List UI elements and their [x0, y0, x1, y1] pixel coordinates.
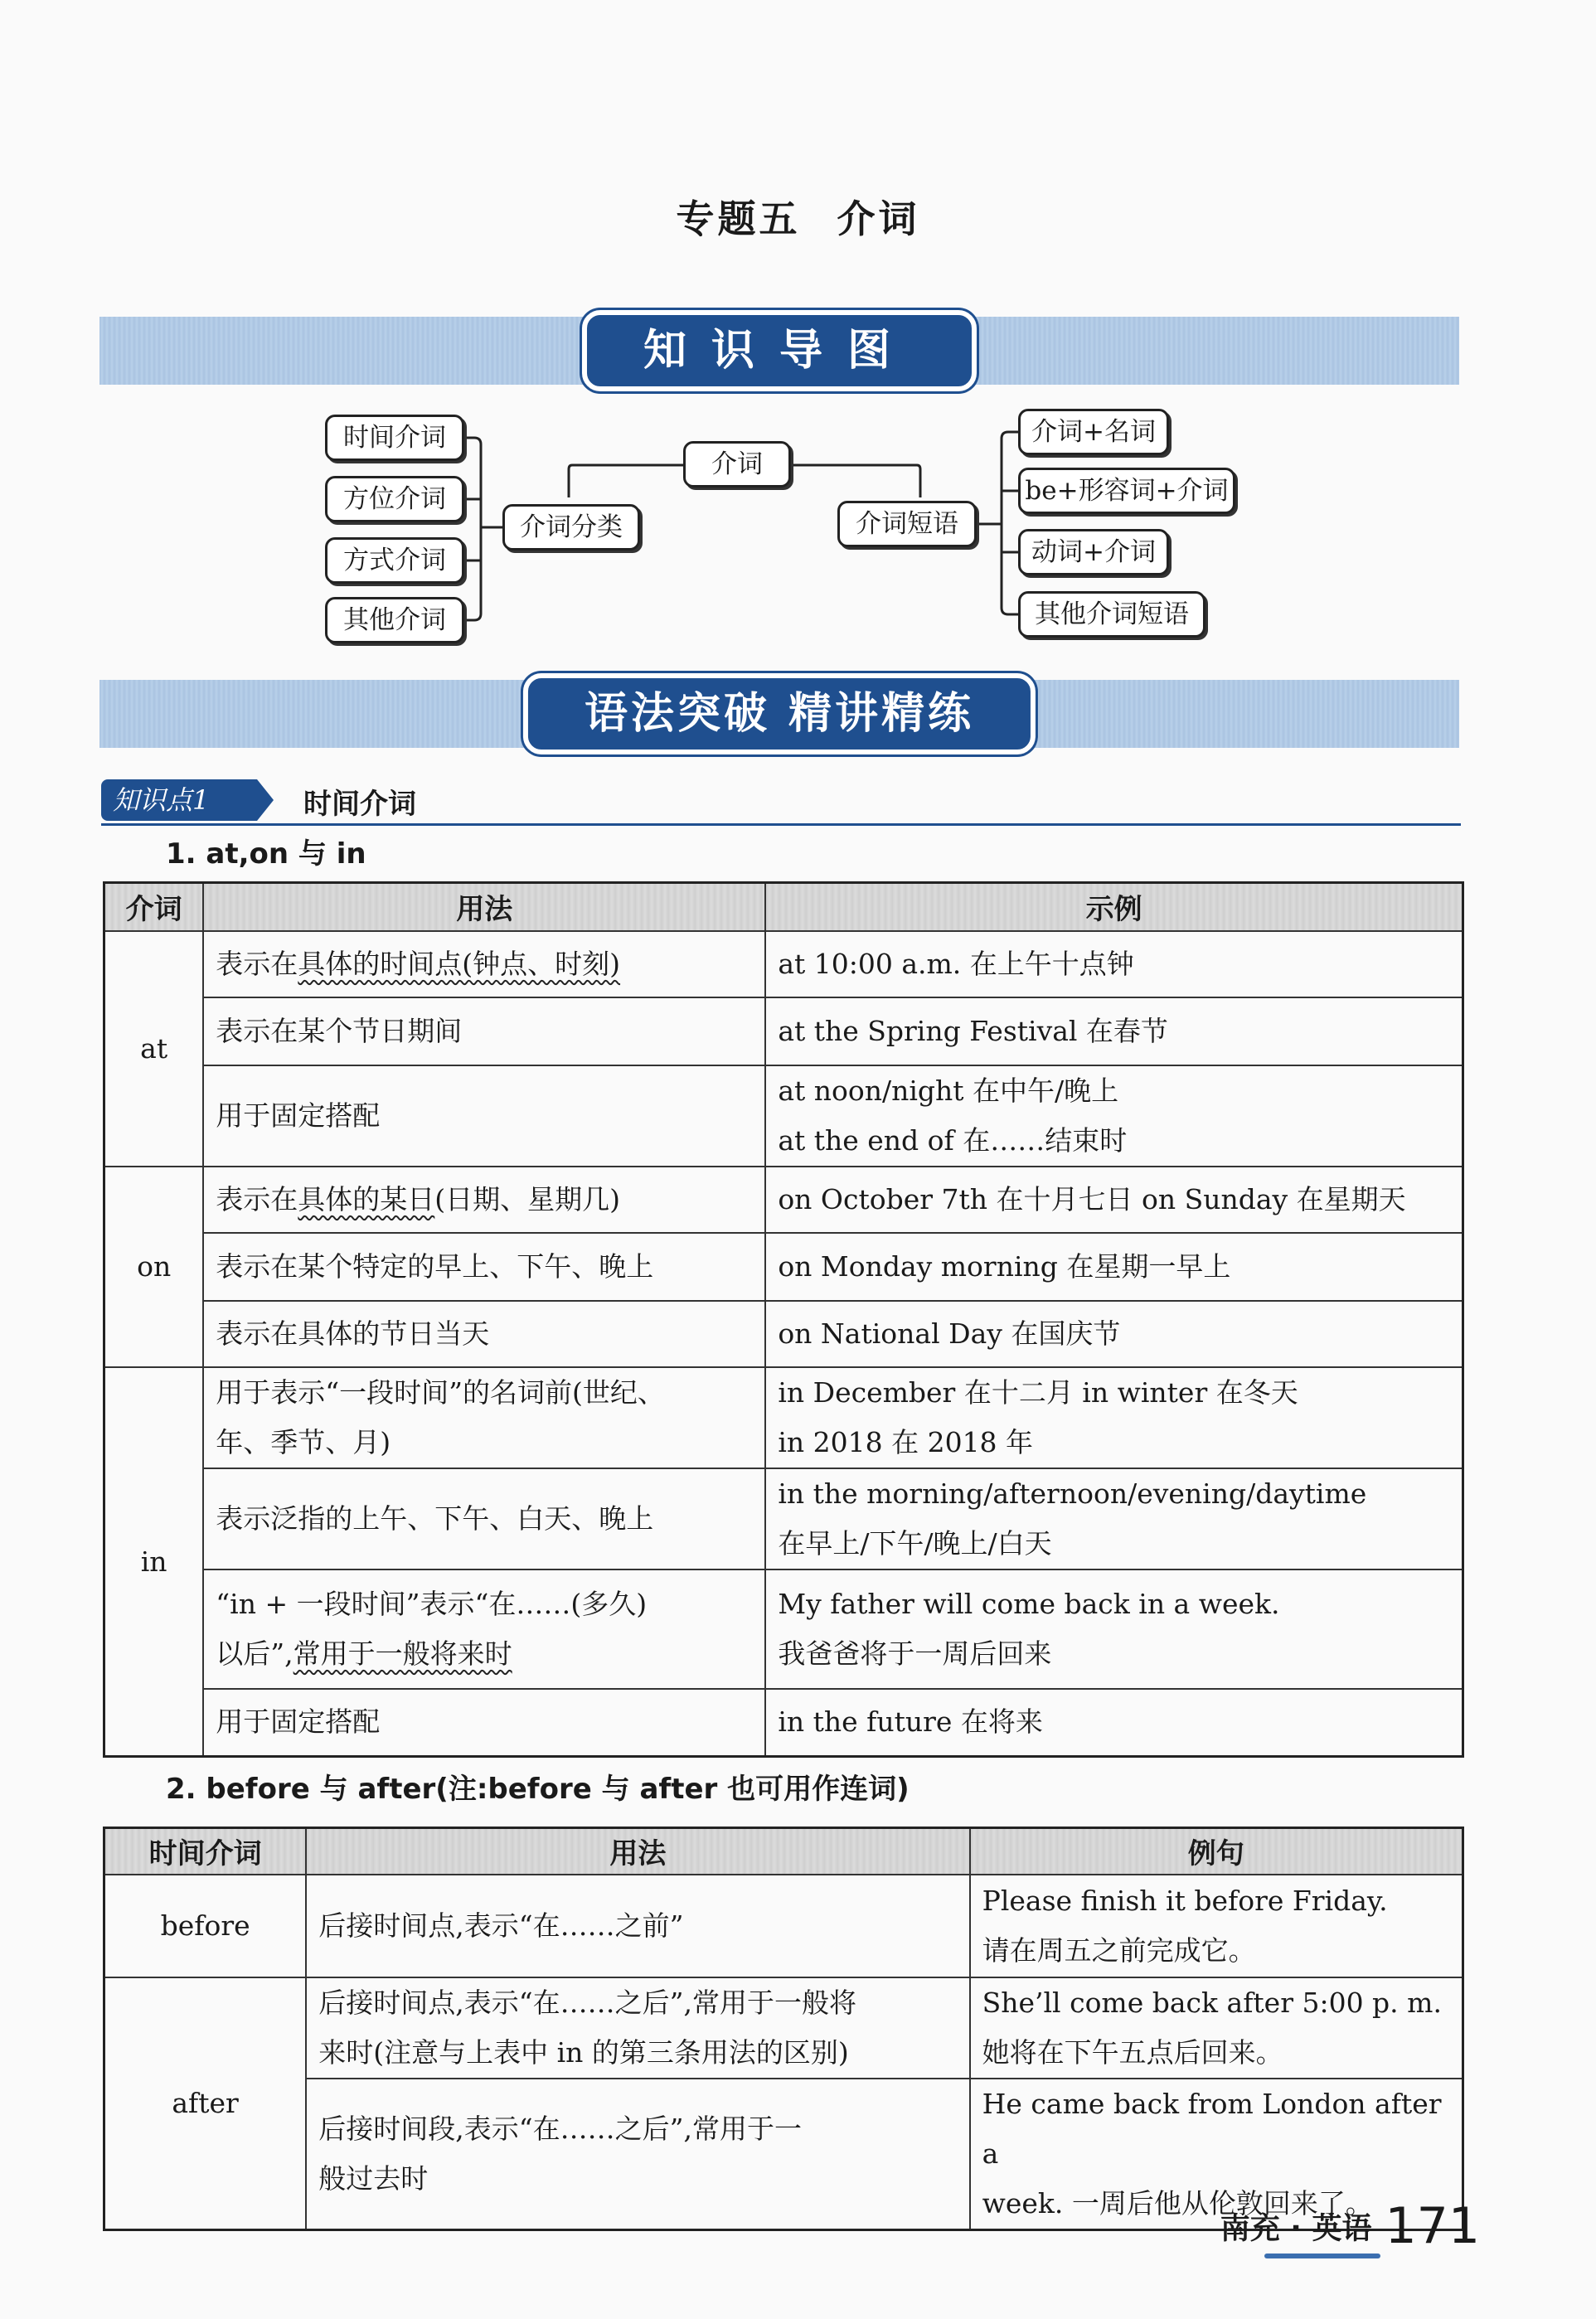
title-topic-number: 专题五 — [676, 196, 801, 241]
column-header: 示例 — [765, 883, 1463, 931]
table-header-row — [104, 883, 1463, 931]
section-banner-grammar — [99, 680, 1459, 748]
column-header: 介词 — [104, 883, 204, 931]
usage-cell: 表示在某个节日期间 — [203, 997, 765, 1065]
usage-cell: 后接时间点,表示“在……之后”,常用于一般将 来时(注意与上表中 in 的第三条用法的区别) — [306, 1977, 969, 2079]
subheading-at-on-in: 1. at,on 与 in — [166, 837, 366, 871]
example-cell: My father will come back in a week. 我爸爸将于一周后回来 — [765, 1569, 1463, 1689]
usage-cell: 表示在具体的节日当天 — [203, 1301, 765, 1367]
example-cell: He came back from London after a week. 一周后他从伦敦回来了。 — [970, 2079, 1463, 2230]
example-cell: in the morning/afternoon/evening/daytime 在早上/下午/晚上/白天 — [765, 1468, 1463, 1569]
mind-map-item: be+形容词+介词 — [1018, 468, 1235, 514]
example-cell: Please finish it before Friday. 请在周五之前完成它。 — [970, 1875, 1463, 1977]
example-cell: in December 在十二月 in winter 在冬天 in 2018 在 2018 年 — [765, 1367, 1463, 1468]
page-footer — [1220, 2197, 1480, 2255]
table-row — [104, 1875, 1463, 1977]
section-title: 语法突破 精讲精练 — [523, 673, 1036, 754]
mind-map-branch-classification: 介词分类 — [502, 504, 640, 551]
table-row — [104, 1065, 1463, 1167]
table-row — [104, 1977, 1463, 2079]
table-row — [104, 1468, 1463, 1569]
page-number: 171 — [1385, 2197, 1480, 2255]
preposition-cell: before — [104, 1875, 307, 1977]
knowledge-point-title: 时间介词 — [303, 788, 416, 821]
table-row — [104, 931, 1463, 997]
title-topic-name: 介词 — [837, 196, 920, 241]
table-row — [104, 1233, 1463, 1301]
mind-map-item: 方位介词 — [325, 476, 464, 522]
mind-map-item: 其他介词 — [325, 597, 464, 643]
example-cell: at noon/night 在中午/晚上 at the end of 在……结束时 — [765, 1065, 1463, 1167]
table-row — [104, 1367, 1463, 1468]
usage-cell: 表示在某个特定的早上、下午、晚上 — [203, 1233, 765, 1301]
mind-map-connectors — [0, 0, 1596, 663]
usage-cell: 用于表示“一段时间”的名词前(世纪、 年、季节、月) — [203, 1367, 765, 1468]
usage-cell: 表示在具体的时间点(钟点、时刻) — [203, 931, 765, 997]
example-cell: on October 7th 在十月七日 on Sunday 在星期天 — [765, 1167, 1463, 1233]
table-row — [104, 1569, 1463, 1689]
usage-cell: 用于固定搭配 — [203, 1065, 765, 1167]
knowledge-point-badge: 知识点1 — [101, 779, 257, 821]
column-header: 用法 — [306, 1828, 969, 1875]
preposition-cell: in — [104, 1367, 204, 1757]
usage-cell: 表示在具体的某日(日期、星期几) — [203, 1167, 765, 1233]
mind-map-branch-phrases: 介词短语 — [837, 501, 977, 547]
mind-map-item: 方式介词 — [325, 537, 464, 584]
usage-cell: 后接时间点,表示“在……之前” — [306, 1875, 969, 1977]
table-row — [104, 1301, 1463, 1367]
mind-map-root: 介词 — [683, 441, 791, 488]
table-row — [104, 997, 1463, 1065]
table-at-on-in — [103, 881, 1464, 1758]
section-title: 知识导图 — [582, 310, 977, 391]
table-row — [104, 1167, 1463, 1233]
example-cell: at 10:00 a.m. 在上午十点钟 — [765, 931, 1463, 997]
mind-map — [0, 0, 1596, 663]
usage-cell: 表示泛指的上午、下午、白天、晚上 — [203, 1468, 765, 1569]
usage-cell: 用于固定搭配 — [203, 1689, 765, 1757]
usage-cell: “in + 一段时间”表示“在……(多久) 以后”,常用于一般将来时 — [203, 1569, 765, 1689]
table-header-row — [104, 1828, 1463, 1875]
column-header: 例句 — [970, 1828, 1463, 1875]
table-before-after — [103, 1827, 1464, 2231]
mind-map-item: 时间介词 — [325, 415, 464, 461]
column-header: 时间介词 — [104, 1828, 307, 1875]
preposition-cell: after — [104, 1977, 307, 2230]
example-cell: on National Day 在国庆节 — [765, 1301, 1463, 1367]
usage-cell: 后接时间段,表示“在……之后”,常用于一 般过去时 — [306, 2079, 969, 2230]
subheading-before-after: 2. before 与 after(注:before 与 after 也可用作连词) — [166, 1773, 910, 1806]
mind-map-item: 其他介词短语 — [1018, 591, 1205, 638]
example-cell: at the Spring Festival 在春节 — [765, 997, 1463, 1065]
mind-map-item: 介词+名词 — [1018, 409, 1169, 455]
example-cell: She’ll come back after 5:00 p. m. 她将在下午五点后回来。 — [970, 1977, 1463, 2079]
table-row — [104, 1689, 1463, 1757]
footer-accent-line — [1264, 2254, 1380, 2258]
example-cell: on Monday morning 在星期一早上 — [765, 1233, 1463, 1301]
mind-map-item: 动词+介词 — [1018, 529, 1169, 575]
column-header: 用法 — [203, 883, 765, 931]
example-cell: in the future 在将来 — [765, 1689, 1463, 1757]
footer-label: 南充 · 英语 — [1220, 2211, 1372, 2246]
preposition-cell: at — [104, 931, 204, 1167]
knowledge-point-header — [101, 779, 1461, 826]
preposition-cell: on — [104, 1167, 204, 1367]
